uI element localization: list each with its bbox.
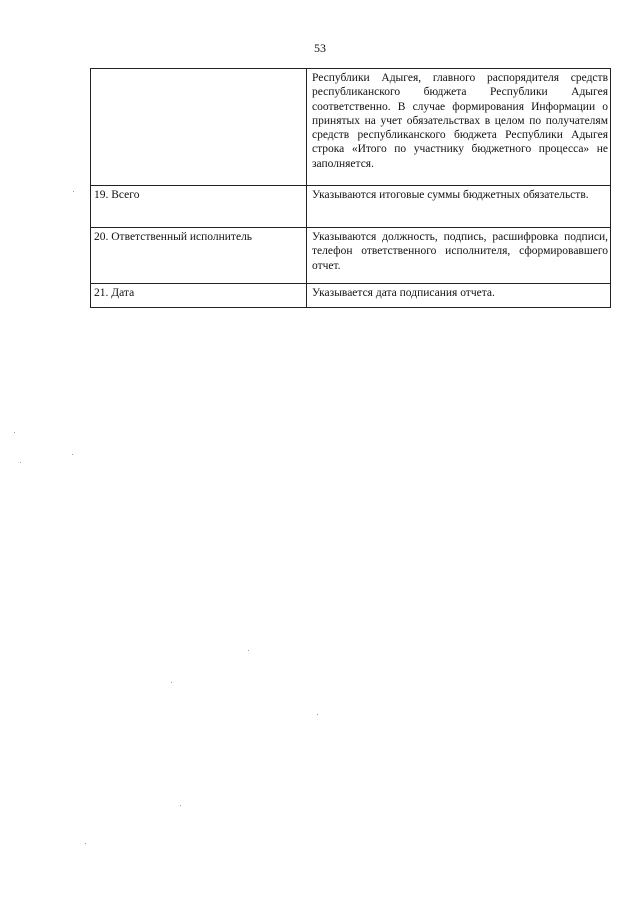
row-label: 20. Ответственный исполнитель [91,228,307,284]
row-label: 21. Дата [91,284,307,308]
scan-speck [14,432,15,433]
table-row [91,186,611,228]
row-label [91,69,307,186]
row-description: Указываются должность, подпись, расшифровка подписи, телефон ответственного исполнителя, сформировавшего отчет. [307,228,611,284]
table-row [91,284,611,308]
table-row [91,69,611,186]
table-row [91,228,611,284]
instructions-table [90,68,611,308]
scan-speck [20,462,21,463]
scan-speck [171,682,172,683]
scan-speck [85,843,86,844]
row-description: Указывается дата подписания отчета. [307,284,611,308]
scan-speck [180,805,181,806]
row-description: Указываются итоговые суммы бюджетных обязательств. [307,186,611,228]
page-number: 53 [314,41,326,55]
scan-speck [248,650,249,651]
scan-speck [72,454,73,455]
row-description: Республики Адыгея, главного распорядителя средств республиканского бюджета Республики Адыгея соответственно. В случае формирования Информации о принятых на учет обязательствах в целом по получателям средств республиканского бюджета Республики Адыгея строка «Итого по участнику бюджетного процесса» не заполняется. [307,69,611,186]
row-label: 19. Всего [91,186,307,228]
scan-speck [317,714,318,715]
scan-speck [73,191,74,192]
